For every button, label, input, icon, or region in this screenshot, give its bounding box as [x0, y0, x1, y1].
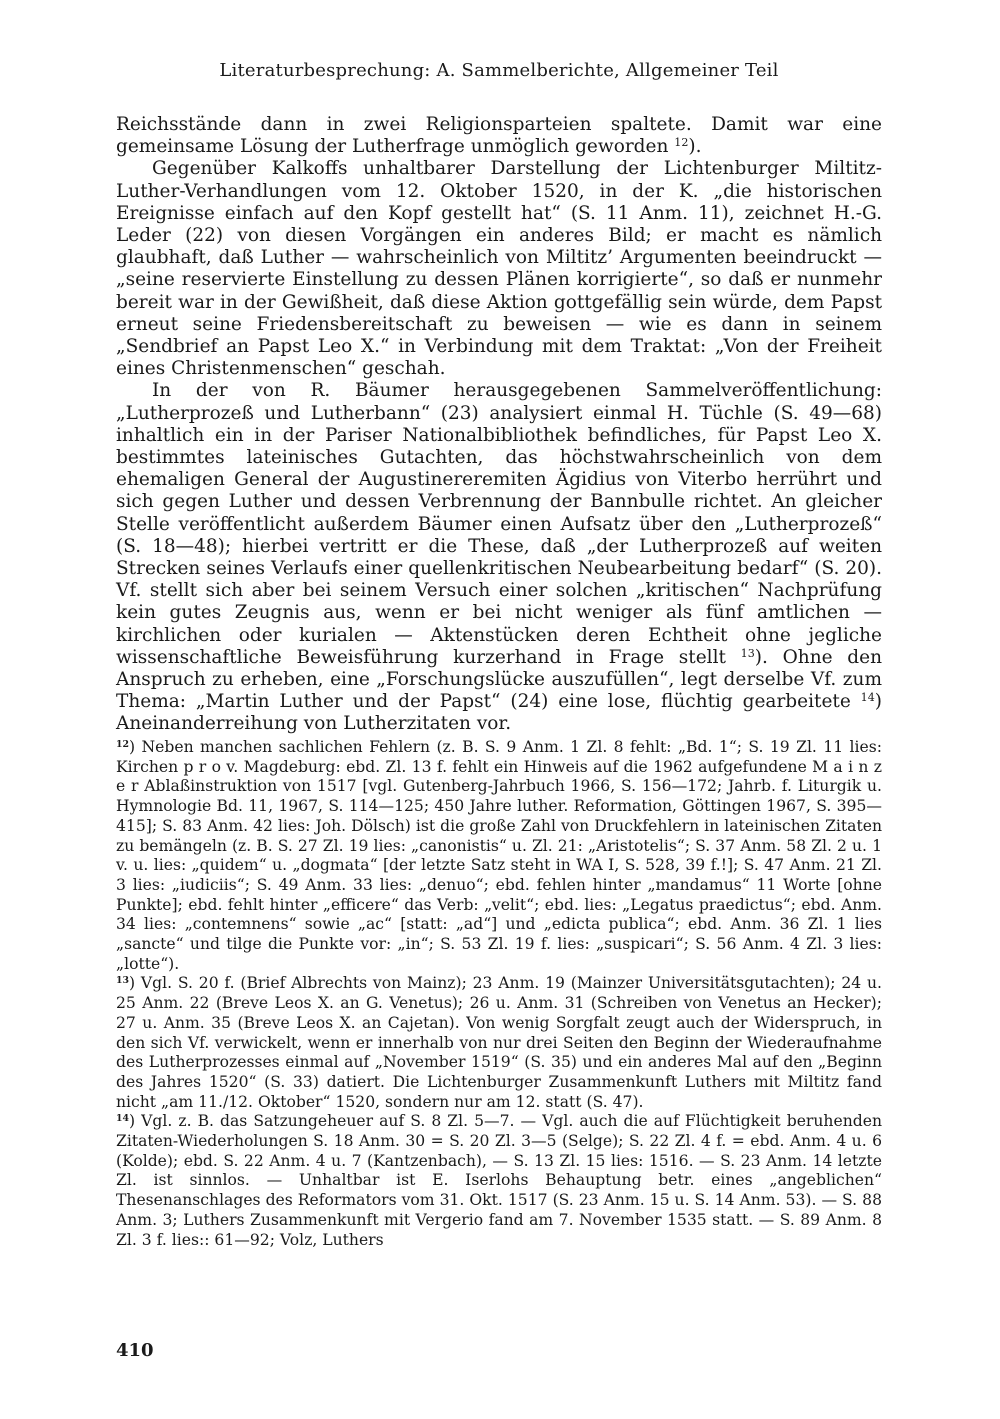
footnote-ref-14: 14: [860, 691, 875, 705]
paragraph-1-text: Reichsstände dann in zwei Religionsparteien spaltete. Damit war eine gemeinsame Lösung der Lutherfrage unmöglich geworden: [116, 114, 882, 158]
running-head: Literaturbesprechung: A. Sammelberichte, Allgemeiner Teil: [219, 60, 779, 81]
paragraph-1-end: ).: [688, 136, 702, 158]
footnote-mark: 14: [116, 1113, 130, 1125]
paragraph-3: [116, 380, 882, 735]
footnote-14: [116, 1112, 882, 1250]
paragraph-3-text-c: ) Aneinanderreihung von Lutherzitaten vor.: [116, 691, 882, 735]
main-text: [116, 114, 882, 736]
footnote-text: ) Neben manchen sachlichen Fehlern (z. B. S. 9 Anm. 1 Zl. 8 fehlt: „Bd. 1“; S. 19 Zl. 11 lies: Kirchen p r o v. Magdeburg: ebd. Zl. 13 f. fehlt ein Hinweis auf die 1962 aufgefundene M a i n z e r Ablaßinstruktion von 1517 [vgl. Gutenberg-Jahrbuch 1966, S. 156—172; Jahrb. f. Liturgik u. Hymnologie Bd. 11, 1967, S. 114—125; 450 Jahre luther. Reformation, Göttingen 1967, S. 395—415]; S. 83 Anm. 42 lies: Joh. Dölsch) ist die große Zahl von Druckfehlern in lateinischen Zitaten zu bemängeln (z. B. S. 27 Zl. 19 lies: „canonistis“ u. Zl. 21: „Aristotelis“; S. 37 Anm. 58 Zl. 2 u. 1 v. u. lies: „quidem“ u. „dogmata“ [der letzte Satz steht in WA I, S. 528, 39 f.!]; S. 47 Anm. 21 Zl. 3 lies: „iudiciis“; S. 49 Anm. 33 lies: „denuo“; ebd. fehlen hinter „mandamus“ 11 Worte [ohne Punkte]; ebd. fehlt hinter „efficere“ das Verb: „velit“; ebd. lies: „Legatus praedictus“; ebd. Anm. 34 lies: „contemnens“ sowie „ac“ [statt: „ad“] und „edicta publica“; ebd. Anm. 36 Zl. 1 lies „sancte“ und tilge die Punkte vor: „in“; S. 53 Zl. 19 f. lies: „suspicari“; S. 56 Anm. 4 Zl. 3 lies: „lotte“).: [116, 738, 882, 973]
page-number: 410: [116, 1340, 154, 1361]
footnote-ref-13: 13: [740, 646, 755, 660]
footnote-ref-12: 12: [674, 136, 689, 150]
footnote-text: ) Vgl. S. 20 f. (Brief Albrechts von Mainz); 23 Anm. 19 (Mainzer Universitätsgutachten); 24 u. 25 Anm. 22 (Breve Leos X. an G. Venetus); 26 u. Anm. 31 (Schreiben von Venetus an Hecker); 27 u. Anm. 35 (Breve Leos X. an Cajetan). Von wenig Sorgfalt zeugt auch der Widerspruch, in den sich Vf. verwickelt, wenn er innerhalb von nur drei Seiten den Beginn der Wiederaufnahme des Lutherprozesses einmal auf „November 1519“ (S. 35) und ein anderes Mal auf den „Beginn des Jahres 1520“ (S. 33) datiert. Die Lichtenburger Zusammenkunft Luthers mit Miltitz fand nicht „am 11./12. Oktober“ 1520, sondern nur am 12. statt (S. 47).: [116, 974, 882, 1111]
footnote-mark: 13: [116, 975, 130, 987]
footnote-mark: 12: [116, 738, 130, 750]
footnote-text: ) Vgl. z. B. das Satzungeheuer auf S. 8 Zl. 5—7. — Vgl. auch die auf Flüchtigkeit beruhenden Zitaten-Wiederholungen S. 18 Anm. 30 = S. 20 Zl. 3—5 (Selge); S. 22 Zl. 4 f. = ebd. Anm. 4 u. 6 (Kolde); ebd. S. 22 Anm. 4 u. 7 (Kantzenbach), — S. 13 Zl. 15 lies: 1516. — S. 23 Anm. 14 letzte Zl. ist sinnlos. — Unhaltbar ist E. Iserlohs Behauptung betr. eines „angeblichen“ Thesenanschlages des Reformators vom 31. Okt. 1517 (S. 23 Anm. 15 u. S. 14 Anm. 53). — S. 88 Anm. 3; Luthers Zusammenkunft mit Vergerio fand am 7. November 1535 statt. — S. 89 Anm. 8 Zl. 3 f. lies:: 61—92; Volz, Luthers: [116, 1112, 882, 1249]
footnote-13: [116, 974, 882, 1112]
paragraph-3-text-a: In der von R. Bäumer herausgegebenen Sammelveröffentlichung: „Lutherprozeß und Lutherbann“ (23) analysiert einmal H. Tüchle (S. 49—68) inhaltlich ein in der Pariser Nationalbibliothek befindliches, für Papst Leo X. bestimmtes lateinisches Gutachten, das höchstwahrscheinlich von dem ehemaligen General der Augustinereremiten Ägidius von Viterbo herrührt und sich gegen Luther und dessen Verbrennung der Bannbulle richtet. An gleicher Stelle veröffentlicht außerdem Bäumer einen Aufsatz über den „Lutherprozeß“ (S. 18—48); hierbei vertritt er die These, daß „der Lutherprozeß auf weiten Strecken seines Verlaufs einer quellenkritischen Neubearbeitung bedarf“ (S. 20). Vf. stellt sich aber bei seinem Versuch einer solchen „kritischen“ Nachprüfung kein gutes Zeugnis aus, wenn er bei nicht weniger als fünf amtlichen — kirchlichen oder kurialen — Aktenstücken deren Echtheit ohne jegliche wissenschaftliche Beweisführung kurzerhand in Frage stellt: [116, 380, 882, 668]
paragraph-1: [116, 114, 882, 158]
footnote-12: [116, 738, 882, 974]
footnotes: [116, 738, 882, 1250]
paragraph-3-text-b: ). Ohne den Anspruch zu erheben, eine „Forschungslücke auszufüllen“, legt derselbe Vf. zum Thema: „Martin Luther und der Papst“ (24) eine lose, flüchtig gearbeitete: [116, 646, 882, 713]
paragraph-2: Gegenüber Kalkoffs unhaltbarer Darstellung der Lichtenburger Miltitz-Luther-Verhandlungen vom 12. Oktober 1520, in der K. „die historischen Ereignisse einfach auf den Kopf gestellt hat“ (S. 11 Anm. 11), zeichnet H.-G. Leder (22) von diesen Vorgängen ein anderes Bild; er macht es nämlich glaubhaft, daß Luther — wahrscheinlich von Miltitz’ Argumenten beeindruckt — „seine reservierte Einstellung zu dessen Plänen korrigierte“, so daß er nunmehr bereit war in der Gewißheit, daß diese Aktion gottgefällig sein würde, dem Papst erneut seine Friedensbereitschaft zu beweisen — wie es dann in seinem „Sendbrief an Papst Leo X.“ in Verbindung mit dem Traktat: „Von der Freiheit eines Christenmenschen“ geschah.: [116, 158, 882, 380]
